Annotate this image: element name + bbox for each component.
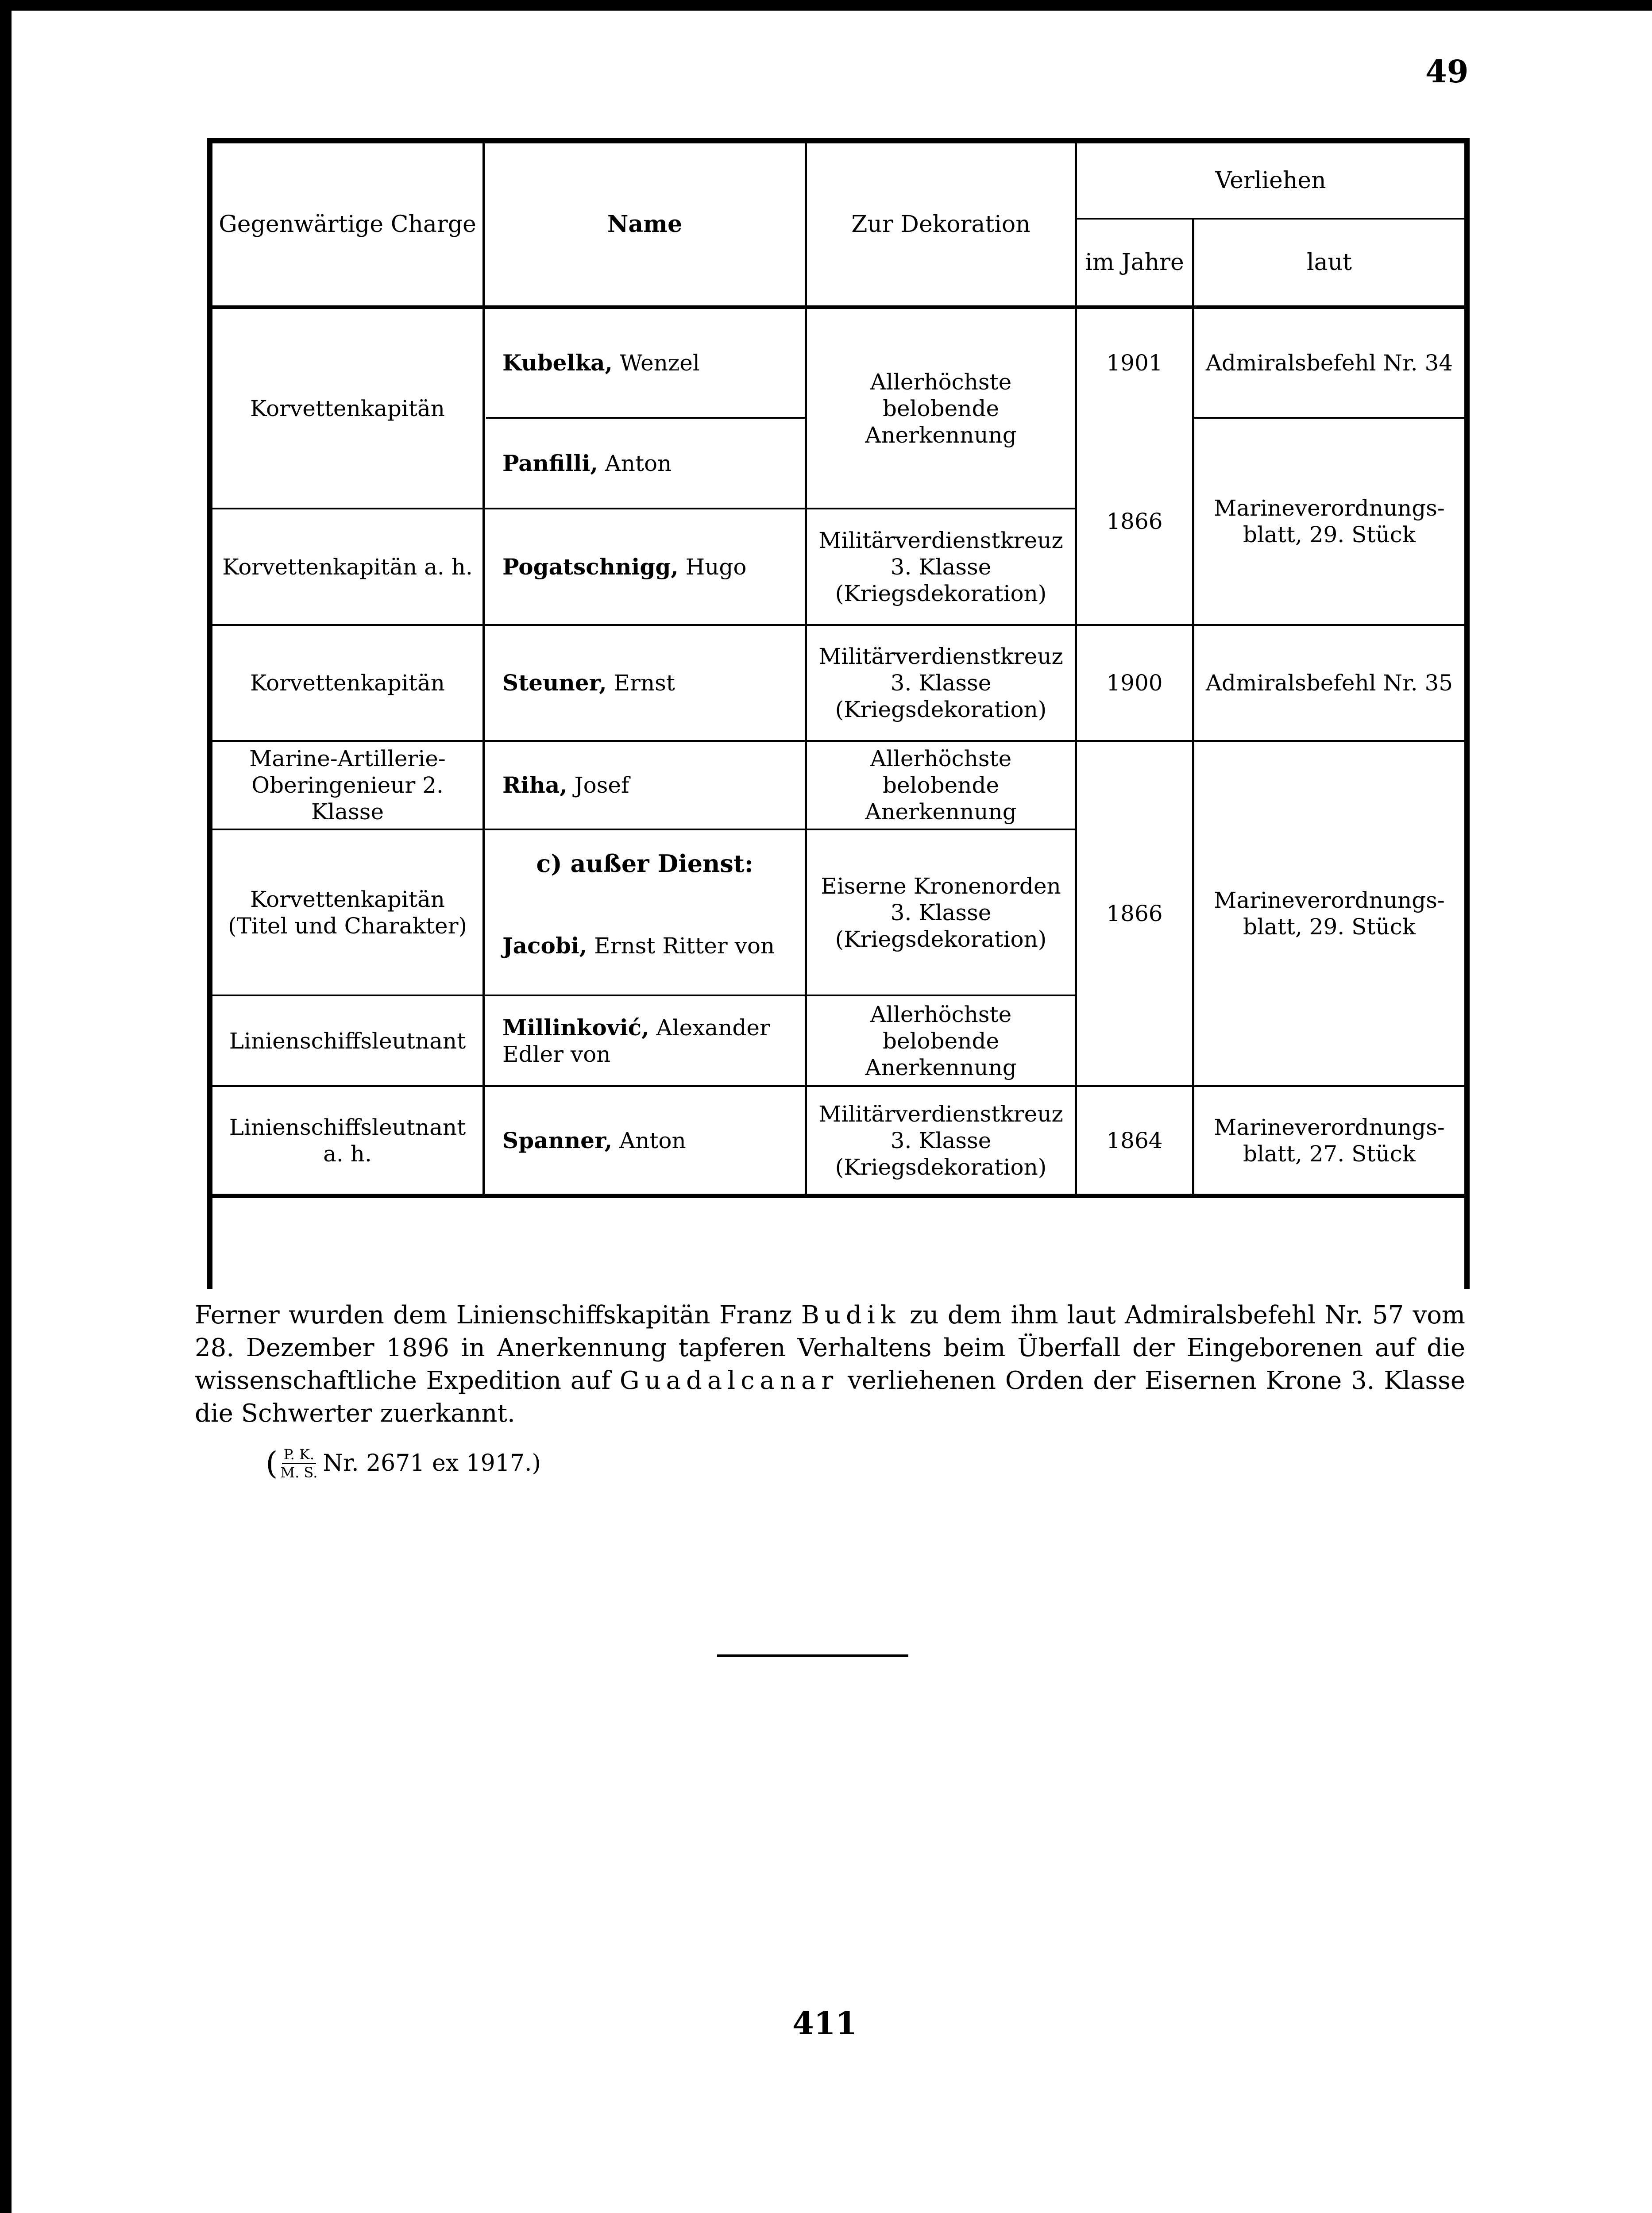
cell-name: Panfilli, Anton bbox=[502, 450, 672, 476]
cell-name: Millinković, Alexander Edler von bbox=[502, 1014, 770, 1067]
cell-name: Jacobi, Ernst Ritter von bbox=[502, 932, 775, 959]
cell-decoration: Allerhöchste belobende Anerkennung bbox=[865, 1001, 1017, 1080]
header-per: laut bbox=[1306, 249, 1352, 276]
cell-year: 1864 bbox=[1106, 1127, 1163, 1153]
scan-border-top bbox=[0, 0, 1652, 11]
cell-charge: Korvettenkapitän a. h. bbox=[222, 554, 473, 580]
reference-note: ( $\frac{P. K.}{M. S.}$ Nr. 2671 ex 1917.) bbox=[266, 1445, 541, 1481]
row-divider bbox=[212, 1194, 1465, 1195]
reference-fraction: $\frac{P. K.}{M. S.}$ bbox=[280, 1446, 318, 1481]
cell-name: Riha, Josef bbox=[502, 772, 629, 798]
header-name: Name bbox=[607, 210, 683, 238]
section-heading: c) außer Dienst: bbox=[536, 849, 753, 878]
header-bottom-rule bbox=[212, 305, 1465, 309]
cell-per: Marineverordnungs- blatt, 29. Stück bbox=[1214, 887, 1445, 940]
spaced-name: Budik bbox=[801, 1301, 901, 1330]
table-border-top bbox=[207, 138, 1470, 143]
cell-charge: Linienschiffsleutnant a. h. bbox=[229, 1114, 466, 1167]
header-awarded: Verliehen bbox=[1215, 167, 1326, 194]
cell-name: Steuner, Ernst bbox=[502, 670, 675, 696]
header-decoration: Zur Dekoration bbox=[851, 211, 1031, 238]
cell-decoration: Militärverdienstkreuz 3. Klasse (Kriegsdekoration) bbox=[818, 1101, 1063, 1180]
body-paragraph: Ferner wurden dem Linienschiffskapitän Franz Budik zu dem ihm laut Admiralsbefehl Nr. 57 vom 28. Dezember 1896 in Anerkennung tapferen Verhaltens beim Überfall der Eingeborenen auf die wissenschaftliche Expedition auf Guadalcanar verliehenen Orden der Eisernen Krone 3. Klasse die Schwerter zuerkannt. bbox=[195, 1301, 1466, 1428]
decorations-table bbox=[207, 138, 1470, 1289]
cell-decoration: Eiserne Kronenorden 3. Klasse (Kriegsdekoration) bbox=[821, 873, 1061, 952]
cell-charge: Linienschiffsleutnant bbox=[229, 1028, 466, 1054]
cell-year: 1901 bbox=[1106, 350, 1163, 376]
table-border-left bbox=[207, 138, 212, 1289]
cell-per: Marineverordnungs- blatt, 27. Stück bbox=[1214, 1114, 1445, 1167]
spaced-place: Guadalcanar bbox=[619, 1366, 839, 1395]
cell-charge: Korvettenkapitän bbox=[250, 395, 445, 421]
section-divider bbox=[717, 1654, 908, 1657]
cell-name: Spanner, Anton bbox=[502, 1127, 686, 1153]
header-charge: Gegenwärtige Charge bbox=[219, 211, 476, 238]
cell-per: Admiralsbefehl Nr. 34 bbox=[1205, 350, 1453, 376]
cell-charge: Korvettenkapitän (Titel und Charakter) bbox=[228, 886, 467, 939]
table-border-right bbox=[1464, 138, 1470, 1289]
footer-number: 411 bbox=[792, 2005, 857, 2042]
scan-border-left bbox=[0, 0, 12, 2213]
cell-year: 1866 bbox=[1106, 901, 1163, 926]
cell-decoration: Allerhöchste belobende Anerkennung bbox=[865, 746, 1017, 825]
cell-per: Admiralsbefehl Nr. 35 bbox=[1205, 670, 1453, 696]
cell-charge: Korvettenkapitän bbox=[250, 670, 445, 696]
cell-name: Pogatschnigg, Hugo bbox=[502, 553, 747, 580]
cell-decoration: Militärverdienstkreuz 3. Klasse (Kriegsdekoration) bbox=[818, 644, 1063, 722]
cell-decoration: Militärverdienstkreuz 3. Klasse (Kriegsdekoration) bbox=[818, 527, 1063, 606]
cell-per: Marineverordnungs- blatt, 29. Stück bbox=[1214, 495, 1445, 547]
cell-year: 1866 bbox=[1106, 509, 1163, 534]
cell-charge: Marine-Artillerie- Oberingenieur 2. Klasse bbox=[249, 746, 446, 825]
cell-year: 1900 bbox=[1106, 670, 1163, 696]
cell-name: Kubelka, Wenzel bbox=[502, 350, 700, 376]
page-number: 49 bbox=[1425, 53, 1469, 90]
header-year: im Jahre bbox=[1085, 249, 1184, 276]
cell-decoration: Allerhöchste belobende Anerkennung bbox=[865, 369, 1017, 448]
